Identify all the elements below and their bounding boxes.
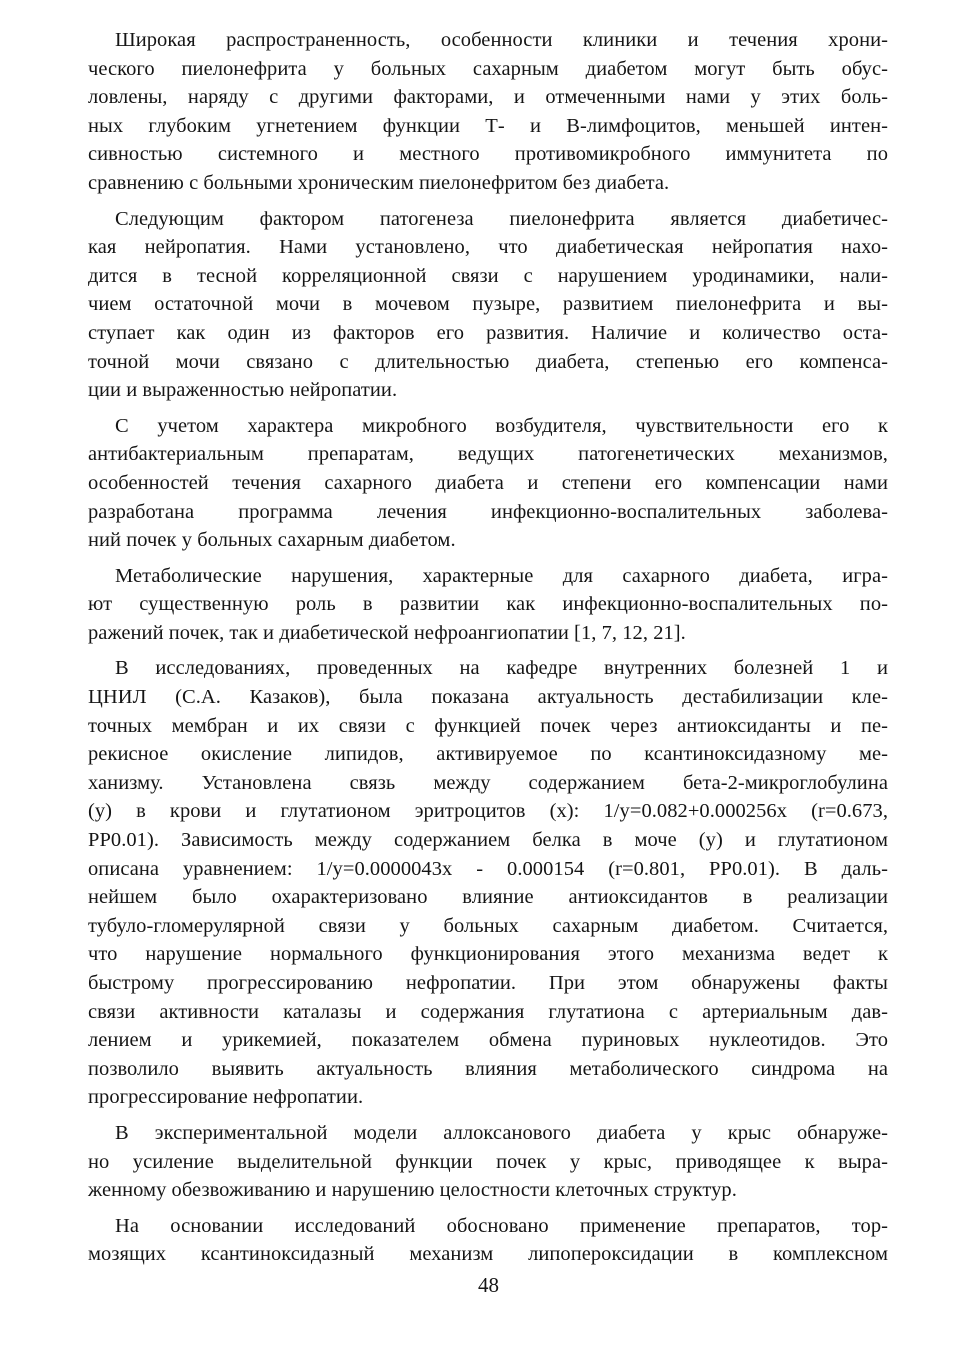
text-line: ний почек у больных сахарным диабетом. <box>88 529 456 552</box>
text-line: (у) в крови и глутатионом эритроцитов (х): 1/у=0.082+0.000256х (r=0.673, <box>88 800 888 823</box>
text-line: сивностью системного и местного противомикробного иммунитета по <box>88 143 888 166</box>
text-line: Метаболические нарушения, характерные для сахарного диабета, игра- <box>115 564 888 587</box>
text-line: ловлены, наряду с другими факторами, и отмеченными нами у этих боль- <box>88 86 888 109</box>
text-line: В исследованиях, проведенных на кафедре внутренних болезней 1 и <box>115 657 888 680</box>
text-line: антибактериальным препаратам, ведущих патогенетических механизмов, <box>88 443 888 466</box>
paragraph-6 <box>88 1119 888 1205</box>
text-line: кая нейропатия. Нами установлено, что диабетическая нейропатия нахо- <box>88 236 888 259</box>
page-body <box>88 26 888 1276</box>
text-line: ступает как один из факторов его развития. Наличие и количество оста- <box>88 321 888 344</box>
text-line: тубуло-гломерулярной связи у больных сахарным диабетом. Считается, <box>88 914 888 937</box>
text-line: дится в тесной корреляционной связи с нарушением уродинамики, нали- <box>88 264 888 287</box>
paragraph-5 <box>88 654 888 1112</box>
text-line: ханизму. Установлена связь между содержанием бета-2-микроглобулина <box>88 771 888 794</box>
text-line: ЦНИЛ (С.А. Казаков), была показана актуальность дестабилизации кле- <box>88 686 888 709</box>
page-number: 48 <box>478 1273 499 1297</box>
text-line: но усиление выделительной функции почек у крыс, приводящее к выра- <box>88 1150 888 1173</box>
text-line: сравнению с больными хроническим пиелонефритом без диабета. <box>88 171 670 194</box>
text-line: связи активности каталазы и содержания глутатиона с артериальным дав- <box>88 1000 888 1023</box>
paragraph-7 <box>88 1212 888 1269</box>
text-line: лением и урикемией, показателем обмена пуриновых нуклеотидов. Это <box>88 1029 888 1052</box>
text-line: ражений почек, так и диабетической нефроангиопатии [1, 7, 12, 21]. <box>88 621 686 644</box>
paragraph-1 <box>88 26 888 198</box>
paragraph-3 <box>88 412 888 555</box>
text-line: ют существенную роль в развитии как инфекционно-воспалительных по- <box>88 593 888 616</box>
text-line: чием остаточной мочи в мочевом пузыре, развитием пиелонефрита и вы- <box>88 293 888 316</box>
text-line: быстрому прогрессированию нефропатии. При этом обнаружены факты <box>88 972 888 994</box>
text-line: рекисное окисление липидов, активируемое по ксантиноксидазному ме- <box>88 743 888 766</box>
text-line: РР0.01). Зависимость между содержанием белка в моче (у) и глутатионом <box>88 829 888 852</box>
text-line: нейшем было охарактеризовано влияние антиоксидантов в реализации <box>88 886 888 909</box>
text-line: точных мембран и их связи с функцией почек через антиоксиданты и пе- <box>88 714 888 737</box>
text-line: мозящих ксантиноксидазный механизм липопероксидации в комплексном <box>88 1243 888 1266</box>
text-line: ции и выраженностью нейропатии. <box>88 379 398 402</box>
text-line: разработана программа лечения инфекционно-воспалительных заболева- <box>88 500 888 523</box>
text-line: точной мочи связано с длительностью диабета, степенью его компенса- <box>88 350 888 373</box>
text-line: прогрессирование нефропатии. <box>88 1086 364 1109</box>
text-line: описана уравнением: 1/у=0.0000043х - 0.000154 (r=0.801, РР0.01). В даль- <box>88 857 888 880</box>
text-line: Широкая распространенность, особенности клиники и течения хрони- <box>115 29 888 51</box>
text-line: Следующим фактором патогенеза пиелонефрита является диабетичес- <box>115 207 888 230</box>
text-line: позволило выявить актуальность влияния метаболического синдрома на <box>88 1057 888 1080</box>
text-line: женному обезвоживанию и нарушению целостности клеточных структур. <box>88 1179 737 1202</box>
text-line: На основании исследований обосновано применение препаратов, тор- <box>115 1214 888 1237</box>
text-line: С учетом характера микробного возбудителя, чувствительности его к <box>115 414 888 437</box>
text-line: особенностей течения сахарного диабета и степени его компенсации нами <box>88 471 888 494</box>
text-line: В экспериментальной модели аллоксанового диабета у крыс обнаруже- <box>115 1121 888 1144</box>
paragraph-4 <box>88 562 888 648</box>
paragraph-2 <box>88 205 888 405</box>
text-line: что нарушение нормального функционирования этого механизма ведет к <box>88 943 888 966</box>
text-line: ческого пиелонефрита у больных сахарным диабетом могут быть обус- <box>88 57 888 80</box>
text-line: ных глубоким угнетением функции Т- и В-лимфоцитов, меньшей интен- <box>88 114 888 137</box>
